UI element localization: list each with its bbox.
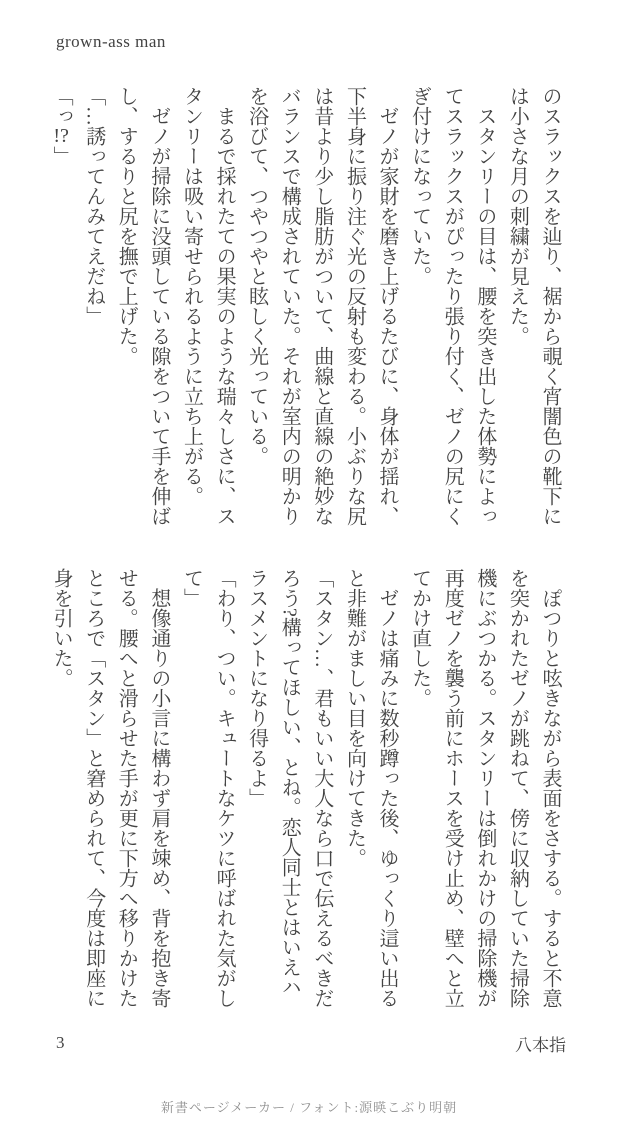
dialogue-line-exclamation (45, 86, 78, 528)
generator-credit: 新書ページメーカー / フォント:源暎こぶり明朝 (160, 1100, 458, 1115)
author-name: 八本指 (515, 1036, 566, 1055)
text-block-lower (45, 568, 567, 1010)
dialogue-close: 」 (50, 146, 73, 166)
paragraph: ゼノは痛みに数秒蹲った後、ゆっくり這い出ると非難がましい目を向けてきた。 (343, 568, 399, 1008)
paragraph: ゼノが掃除に没頭している隙をついて手を伸ばし、するりと尻を撫で上げた。 (115, 86, 170, 526)
paragraph: 想像通りの小言に構わず肩を竦め、背を抱き寄せる。腰へと滑らせた手が更に下方へ移りかけたところで「スタン」と窘められて、今度は即座に身を引いた。 (50, 568, 170, 1008)
page-header-title: grown-ass man (56, 32, 166, 51)
paragraph: スタンリーの目は、腰を突き出した体勢によってスラックスがぴったり張り付く、ゼノの尻にくぎ付けになっていた。 (408, 86, 496, 526)
text-block-upper (45, 86, 567, 528)
paragraph: まるで採れたての果実のような瑞々しさに、スタンリーは吸い寄せられるように立ち上がる。 (180, 86, 236, 526)
paragraph-continuation: のスラックスを辿り、裾から覗く宵闇色の靴下には小さな月の刺繍が見えた。 (506, 86, 561, 526)
tate-chu-yoko: !? (53, 126, 69, 146)
paragraph: ゼノが家財を磨き上げるたびに、身体が揺れ、下半身に振り注ぐ光の反射も変わる。小ぶりな尻は昔より少し脂肪がついて、曲線と直線の絶妙なバランスで構成されていた。それが室内の明かりを浴びて、つやつやと眩しく光っている。 (245, 86, 399, 526)
dialogue-line: 「わり、つい。キュートなケツに呼ばれた気がして」 (180, 568, 236, 1008)
dialogue-line: 「スタン…、君もいい大人なら口で伝えるべきだろう?構ってほしい、とね。恋人同士とはいえハラスメントになり得るよ」 (245, 568, 333, 1008)
dialogue-open: 「っ (50, 86, 73, 126)
paragraph: ぽつりと呟きながら表面をさする。すると不意を突かれたゼノが跳ねて、傍に収納していた掃除機にぶつかる。スタンリーは倒れかけの掃除機が再度ゼノを襲う前にホースを受け止め、壁へと立てかけ直した。 (408, 568, 561, 1008)
dialogue-line: 「…誘ってんみてえだね」 (82, 86, 105, 326)
page-number: 3 (56, 1033, 65, 1052)
